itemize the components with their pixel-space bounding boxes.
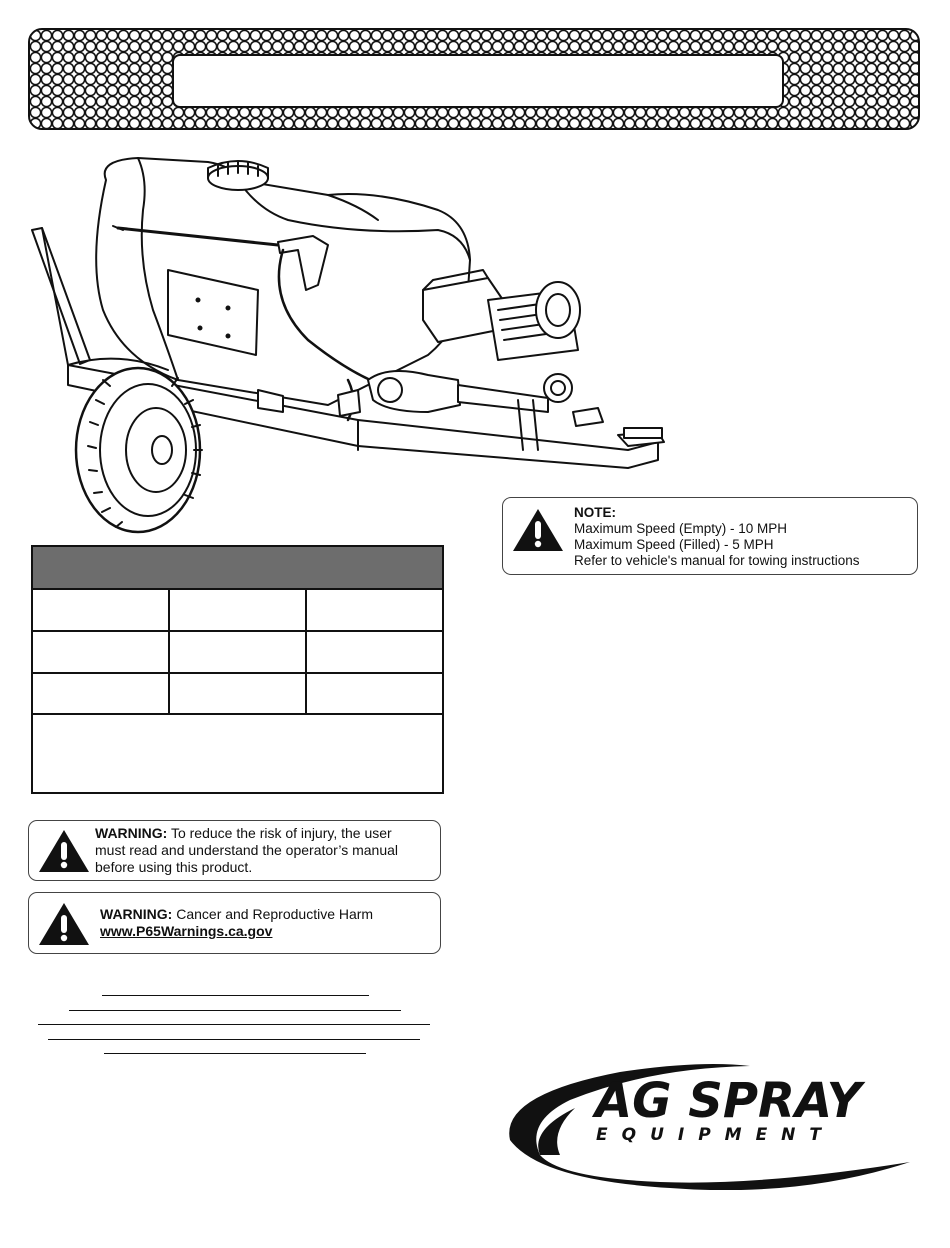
blank-line [104, 1053, 366, 1054]
table-row [33, 632, 442, 674]
p65-warnings-link[interactable]: www.P65Warnings.ca.gov [100, 923, 273, 939]
logo-brand-text: AG SPRAY [595, 1073, 862, 1129]
warning-prop65-box [28, 892, 441, 954]
blank-line [69, 1010, 401, 1011]
table-cell [170, 632, 307, 672]
spec-table [31, 545, 444, 794]
warning-triangle-icon [37, 828, 91, 874]
table-cell [33, 632, 170, 672]
note-heading: NOTE: [574, 505, 616, 520]
table-cell [307, 590, 442, 630]
banner-title-box [172, 54, 784, 108]
note-line-empty-speed: Maximum Speed (Empty) - 10 MPH [574, 521, 788, 536]
warning-label: WARNING: [95, 825, 168, 841]
blank-line [102, 995, 369, 996]
table-cell [170, 673, 307, 713]
header-banner [28, 28, 920, 130]
towing-note-box [502, 497, 918, 575]
warning-triangle-icon [37, 901, 91, 947]
warning-text: must read and understand the operator’s manual [95, 842, 399, 858]
blank-line [38, 1024, 430, 1025]
table-cell [170, 590, 307, 630]
table-cell [33, 590, 170, 630]
ag-spray-logo [500, 1060, 920, 1190]
warning-manual-box [28, 820, 441, 881]
blank-line [48, 1039, 420, 1040]
spec-table-header [33, 547, 442, 590]
table-cell [33, 673, 170, 713]
logo-tagline-text: EQUIPMENT [596, 1125, 836, 1145]
spec-table-footer [33, 714, 442, 792]
table-cell [307, 632, 442, 672]
table-cell [307, 673, 442, 713]
sprayer-illustration [28, 150, 678, 535]
note-line-filled-speed: Maximum Speed (Filled) - 5 MPH [574, 537, 774, 552]
warning-text: before using this product. [95, 859, 253, 875]
table-row [33, 590, 442, 632]
warning-label: WARNING: [100, 906, 173, 922]
warning-text: Cancer and Reproductive Harm [176, 906, 374, 922]
warning-triangle-icon [511, 507, 565, 553]
table-row [33, 673, 442, 715]
warning-text: To reduce the risk of injury, the user [170, 825, 392, 841]
note-line-towing: Refer to vehicle's manual for towing instructions [574, 553, 860, 568]
